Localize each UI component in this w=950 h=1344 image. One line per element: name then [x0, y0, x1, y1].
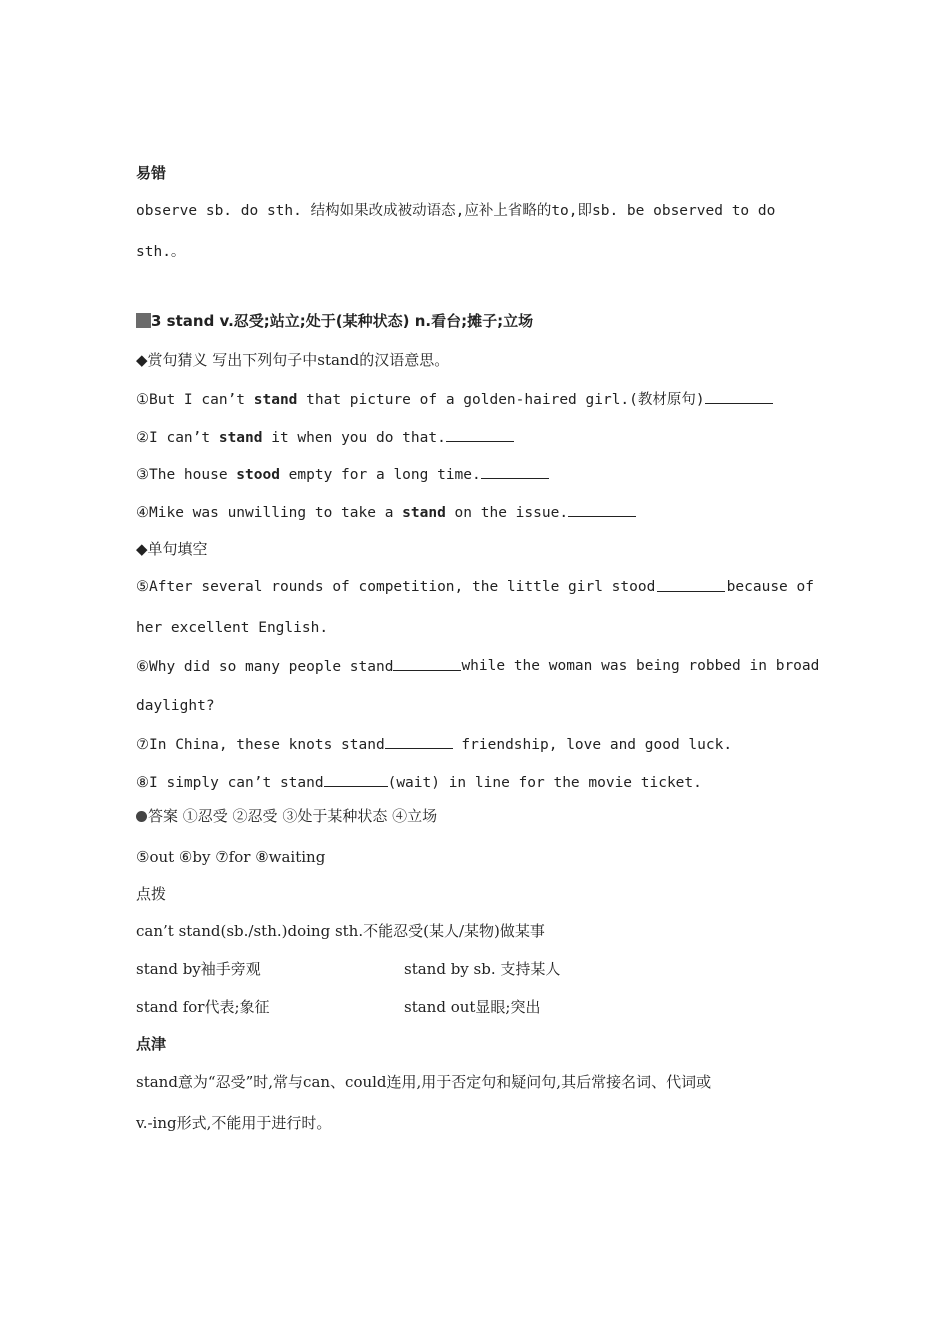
sentence-7: [136, 734, 732, 755]
answer-blank-8[interactable]: [324, 772, 388, 787]
sentence-2-keyword: stand: [218, 430, 263, 446]
sentence-7-part-b: friendship, love and good luck.: [452, 737, 733, 753]
sentence-1-pre: ①But I can’t: [136, 392, 254, 408]
sentence-3-pre: ③The house: [136, 467, 237, 483]
sentence-6-part-b: while the woman was being robbed in broad: [461, 658, 820, 674]
sentence-4: [136, 502, 636, 523]
sentence-6-line2: daylight?: [136, 698, 215, 714]
guess-title: ◆赏句猜义 写出下列句子中stand的汉语意思。: [136, 351, 450, 369]
section-title-yicuo: 易错: [136, 164, 167, 182]
item-heading: [136, 311, 533, 331]
answer-blank-1[interactable]: [705, 389, 773, 404]
tips-line-3-left: stand for代表;象征: [136, 998, 270, 1016]
sentence-5: [136, 577, 814, 597]
tips-line-3-right: stand out显眼;突出: [404, 998, 541, 1016]
sentence-1: [136, 389, 773, 410]
note-line-1: stand意为“忍受”时,常与can、could连用,用于否定句和疑问句,其后常接名词、代词或: [136, 1073, 712, 1091]
tips-line-2-right: stand by sb. 支持某人: [404, 960, 561, 978]
sentence-4-pre: ④Mike was unwilling to take a: [136, 505, 403, 521]
tips-line-2-left: stand by袖手旁观: [136, 960, 261, 978]
sentence-2: [136, 427, 514, 448]
item-number: 3: [151, 312, 162, 330]
answer-blank-7[interactable]: [385, 734, 453, 749]
sentence-4-post: on the issue.: [445, 505, 569, 521]
answer-blank-2[interactable]: [446, 427, 514, 442]
sentence-8-part-a: ⑧I simply can’t stand: [136, 775, 324, 791]
note-title: 点津: [136, 1035, 167, 1053]
answer-label: 答案: [148, 807, 179, 825]
answer-blank-6[interactable]: [393, 656, 461, 671]
answer-dot-icon: [136, 811, 147, 822]
answer-blank-3[interactable]: [481, 464, 549, 479]
sentence-7-part-a: ⑦In China, these knots stand: [136, 737, 385, 753]
note-line-2: v.-ing形式,不能用于进行时。: [136, 1114, 332, 1132]
square-marker-icon: [136, 313, 151, 328]
sentence-5-part-a: ⑤After several rounds of competition, the little girl stood: [136, 579, 656, 595]
sentence-2-pre: ②I can’t: [136, 430, 219, 446]
sentence-3-post: empty for a long time.: [279, 467, 481, 483]
fill-title: ◆单句填空: [136, 540, 208, 558]
tips-line-1: can’t stand(sb./sth.)doing sth.不能忍受(某人/某物)做某事: [136, 922, 545, 940]
item-heading-text: stand v.忍受;站立;处于(某种状态) n.看台;摊子;立场: [166, 312, 534, 330]
answer-blank-5[interactable]: [657, 577, 725, 592]
sentence-5-line2: her excellent English.: [136, 620, 329, 636]
yicuo-text-line2: sth.。: [136, 244, 186, 260]
sentence-4-keyword: stand: [402, 505, 446, 521]
sentence-3-keyword: stood: [236, 467, 280, 483]
answer-blank-4[interactable]: [568, 502, 636, 517]
sentence-8-part-b: (wait) in line for the movie ticket.: [387, 775, 702, 791]
sentence-6: [136, 656, 820, 677]
answer-line-1: [136, 806, 437, 826]
sentence-2-post: it when you do that.: [262, 430, 446, 446]
sentence-8: [136, 772, 702, 793]
answer-line-2: ⑤out ⑥by ⑦for ⑧waiting: [136, 848, 326, 866]
answer-items-1: ①忍受 ②忍受 ③处于某种状态 ④立场: [178, 807, 438, 825]
sentence-3: [136, 464, 549, 485]
sentence-6-part-a: ⑥Why did so many people stand: [136, 659, 394, 675]
sentence-1-post: that picture of a golden-haired girl.(教材原句): [297, 392, 705, 408]
sentence-6-lead: [136, 656, 461, 677]
sentence-1-keyword: stand: [253, 392, 298, 408]
tips-title: 点拨: [136, 885, 167, 903]
yicuo-text-line1: observe sb. do sth. 结构如果改成被动语态,应补上省略的to,即sb. be observed to do: [136, 203, 776, 219]
sentence-5-part-b: because of: [726, 579, 814, 595]
